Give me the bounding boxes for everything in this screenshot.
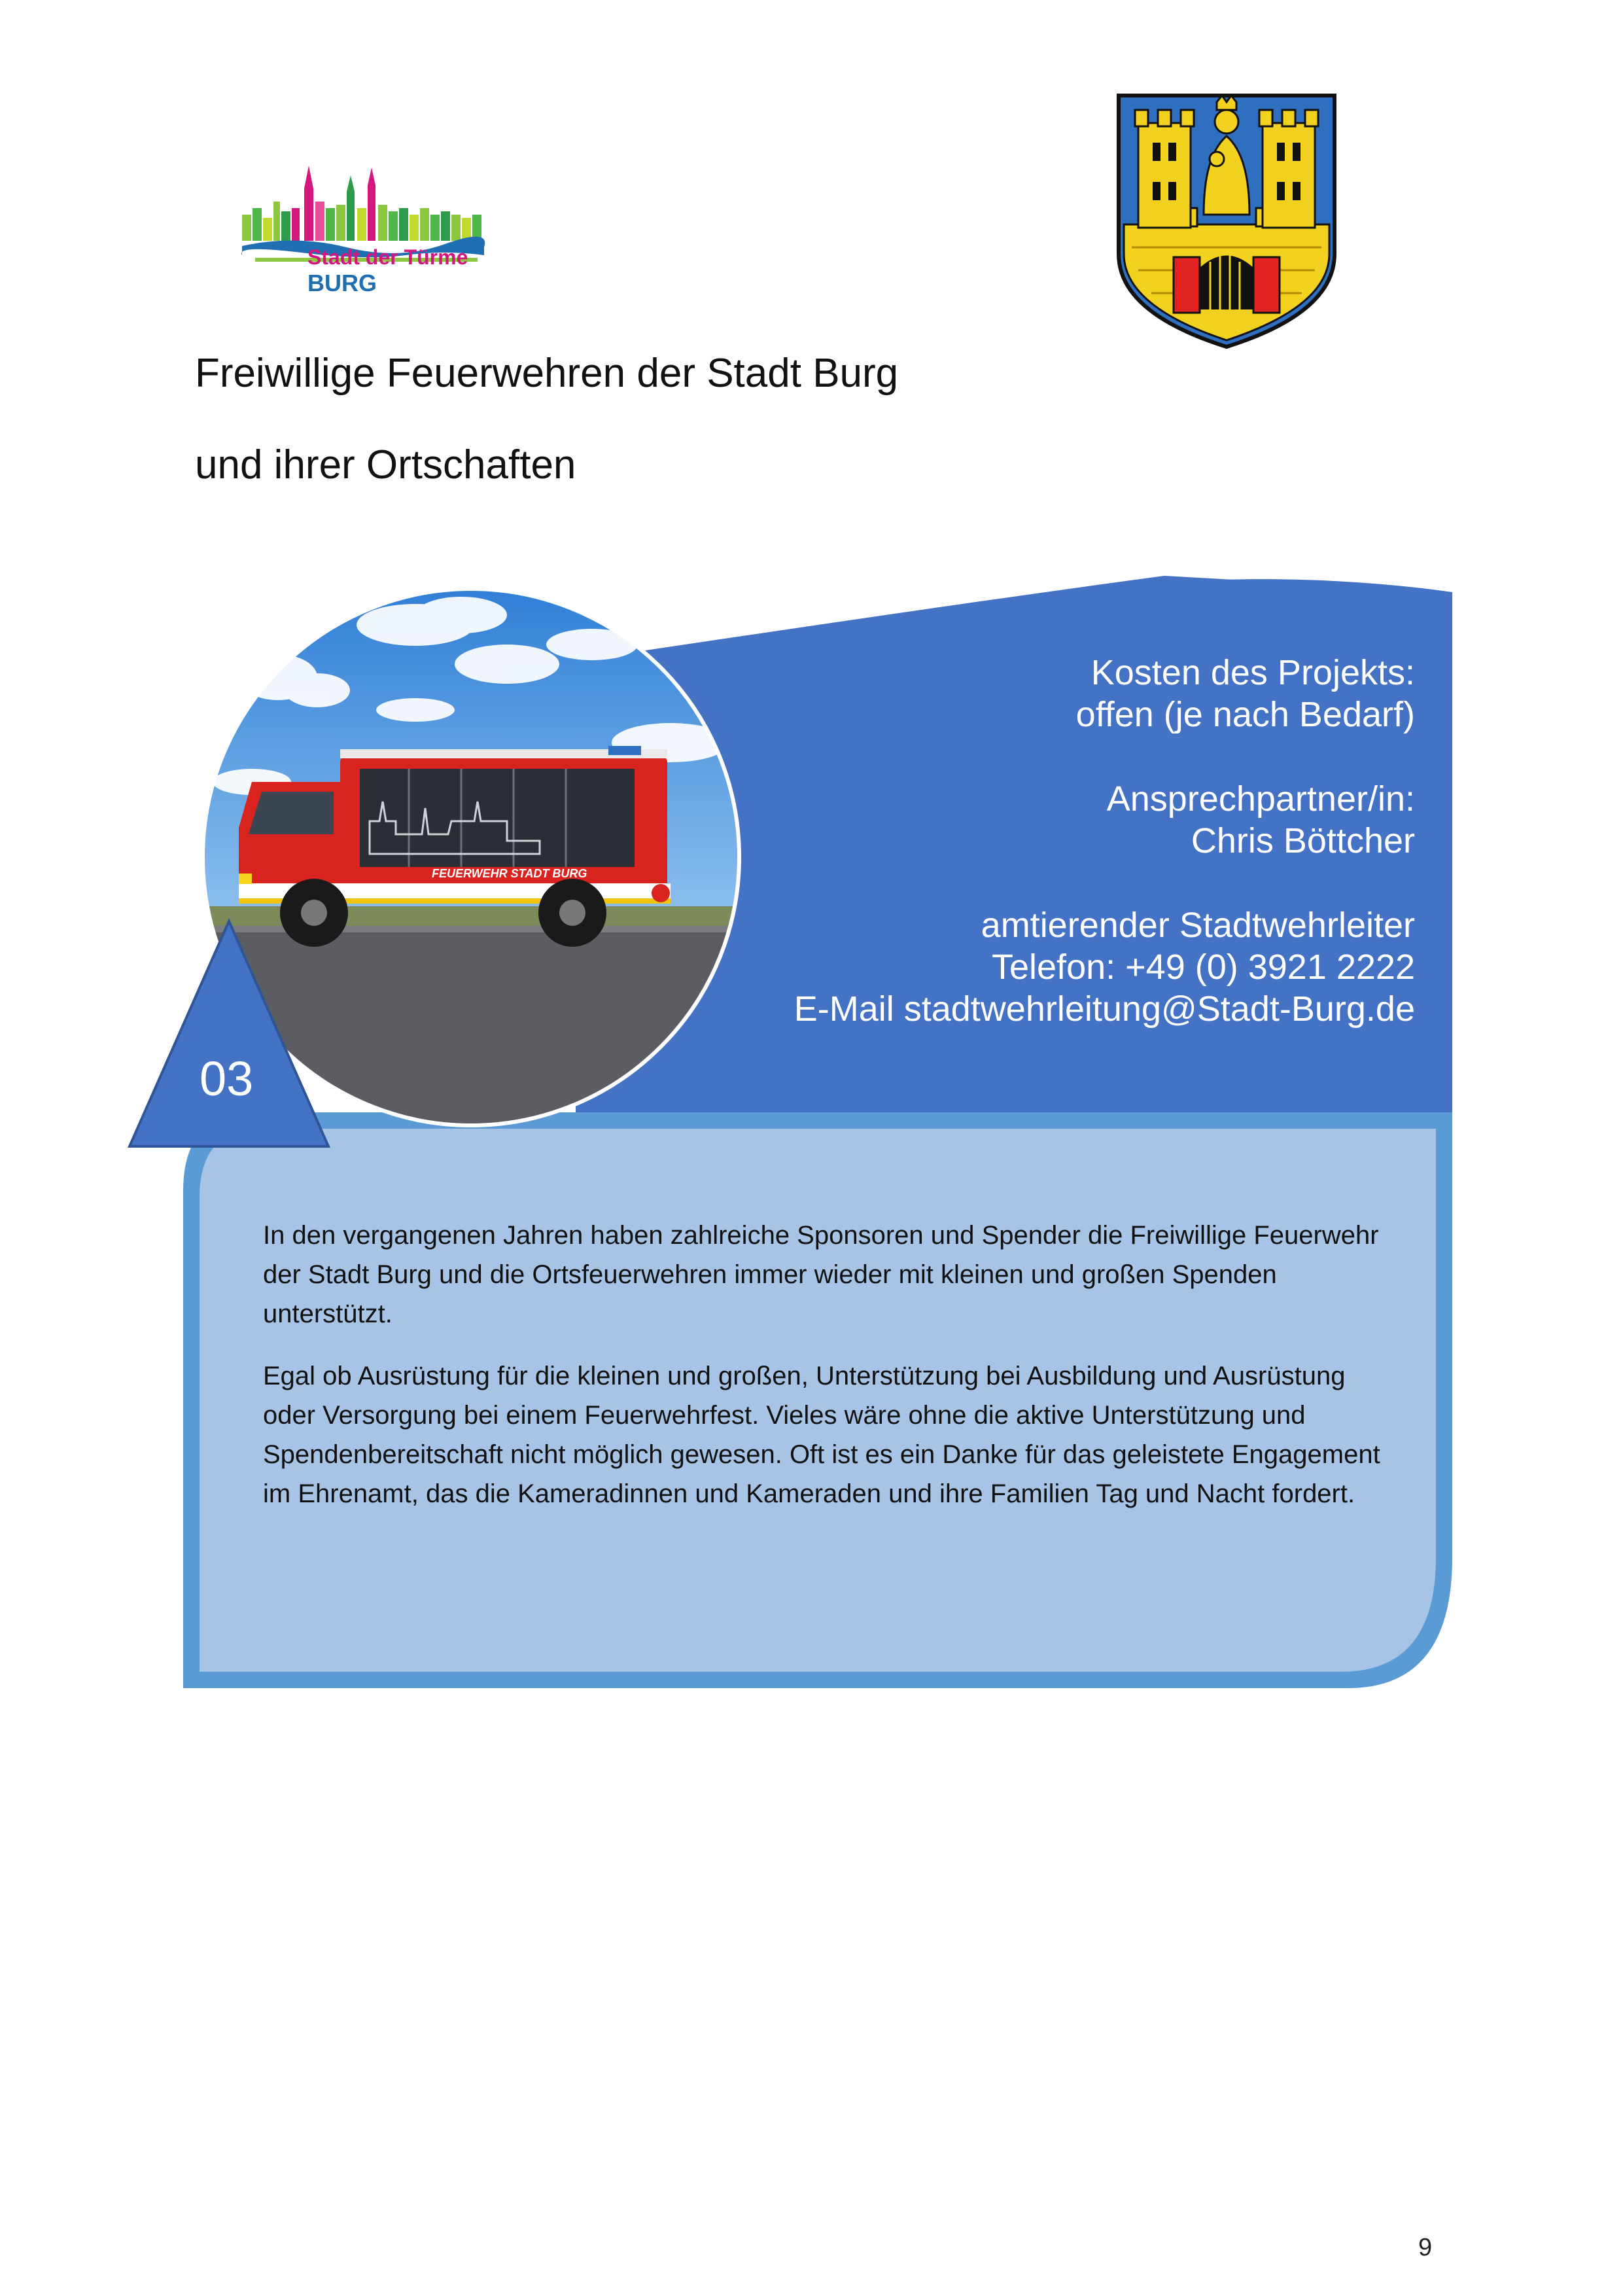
cost-label: Kosten des Projekts:	[1091, 653, 1415, 692]
page-title: Freiwillige Feuerwehren der Stadt Burg	[195, 351, 899, 396]
paragraph: In den vergangenen Jahren haben zahlreiche Sponsoren und Spender die Freiwillige Feuerwehr der Stadt Burg und die Ortsfeuerwehren immer wieder mit kleinen und großen Spenden unterstützt.	[263, 1221, 1379, 1328]
logo-city-name: BURG	[307, 270, 377, 296]
number-triangle	[124, 916, 334, 1152]
project-number: 03	[200, 1051, 254, 1106]
coat-of-arms-icon	[1112, 90, 1341, 352]
cost-value: offen (je nach Bedarf)	[1075, 695, 1415, 734]
paragraph: Egal ob Ausrüstung für die kleinen und großen, Unterstützung bei Ausbildung und Ausrüstung oder Versorgung bei einem Feuerwehrfest. Vieles wäre ohne die aktive Unterstützung und Spendenbereitschaft nicht möglich gewesen. Oft ist es ein Danke für das geleistete Engagement im Ehrenamt, das die Kameradinnen und Kameraden und ihre Familien Tag und Nacht fordert.	[263, 1362, 1380, 1508]
contact-phone: Telefon: +49 (0) 3921 2222	[992, 947, 1415, 987]
contact-email: E-Mail stadtwehrleitung@Stadt-Burg.de	[794, 989, 1415, 1029]
truck-label: FEUERWEHR STADT BURG	[432, 867, 587, 880]
page-number: 9	[1418, 2234, 1433, 2261]
body-text	[263, 1216, 1388, 1536]
contact-name: Chris Böttcher	[1191, 821, 1415, 860]
contact-label: Ansprechpartner/in:	[1106, 779, 1415, 819]
contact-role: amtierender Stadtwehrleiter	[981, 906, 1415, 945]
city-logo	[196, 110, 530, 345]
logo-tagline: Stadt der Türme	[307, 245, 468, 269]
page-subtitle: und ihrer Ortschaften	[195, 442, 576, 487]
